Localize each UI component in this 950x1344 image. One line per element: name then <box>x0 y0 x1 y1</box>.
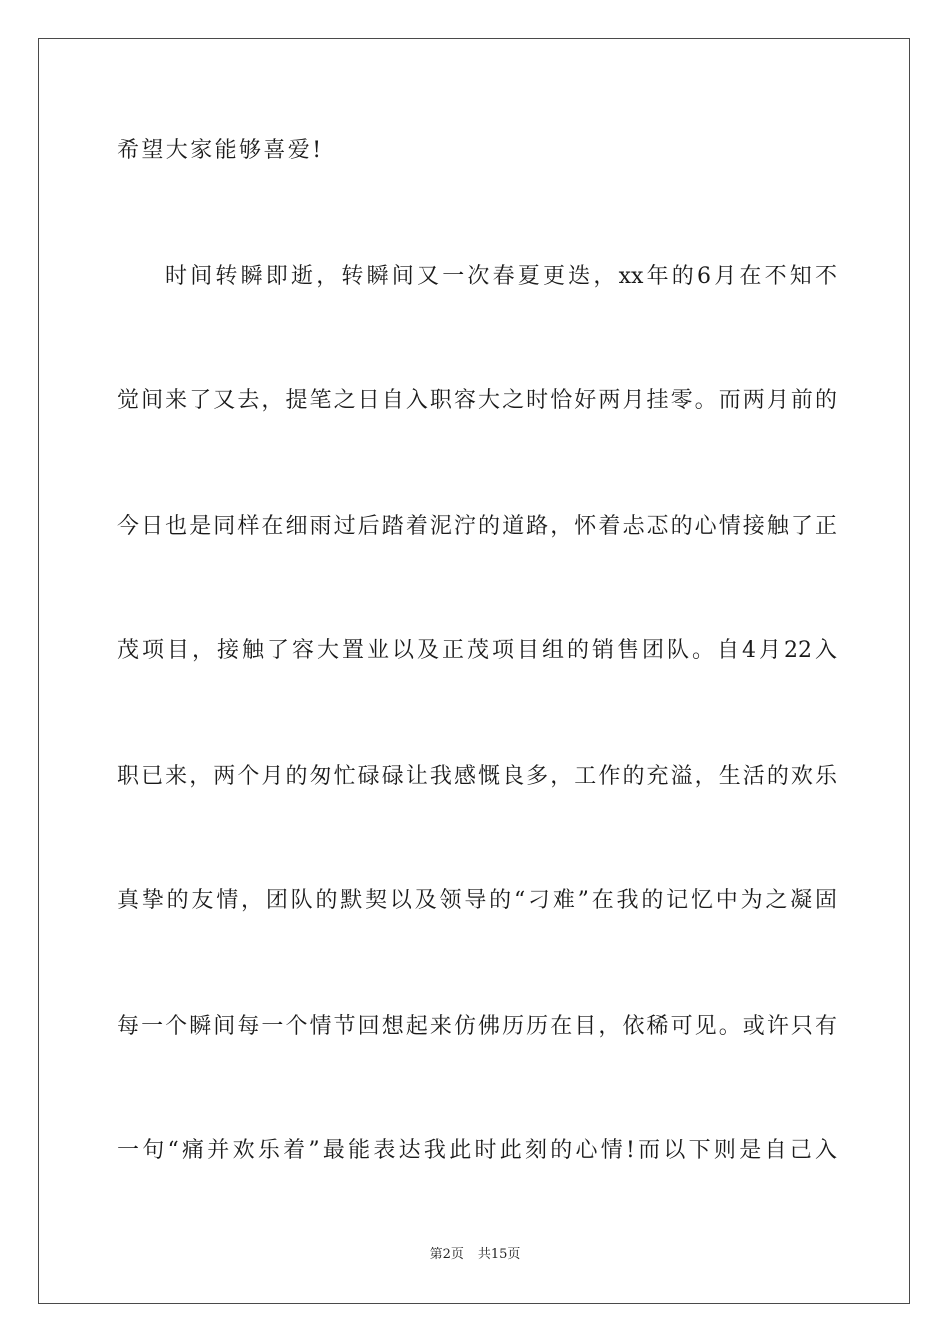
text-line-4: 今日也是同样在细雨过后踏着泥泞的道路，怀着忐忑的心情接触了正 <box>117 514 837 539</box>
text-line-3: 觉间来了又去，提笔之日自入职容大之时恰好两月挂零。而两月前的 <box>117 388 837 413</box>
text-line-8: 每一个瞬间每一个情节回想起来仿佛历历在目，依稀可见。或许只有 <box>117 1014 837 1039</box>
page-border <box>38 38 910 1304</box>
text-line-7: 真挚的友情，团队的默契以及领导的“刁难”在我的记忆中为之凝固 <box>117 888 837 913</box>
text-line-6: 职已来，两个月的匆忙碌碌让我感慨良多，工作的充溢，生活的欢乐 <box>117 764 837 789</box>
text-line-5: 茂项目，接触了容大置业以及正茂项目组的销售团队。自4月22入 <box>117 638 837 663</box>
page-number: 第2页 <box>429 1247 464 1262</box>
text-line-1: 希望大家能够喜爱! <box>117 138 324 163</box>
text-line-9: 一句“痛并欢乐着”最能表达我此时此刻的心情!而以下则是自己入 <box>117 1138 837 1163</box>
page-total: 共15页 <box>477 1247 521 1262</box>
paragraph-first-line: 时间转瞬即逝，转瞬间又一次春夏更迭，xx年的6月在不知不 <box>165 264 837 289</box>
page-footer <box>0 1246 950 1264</box>
